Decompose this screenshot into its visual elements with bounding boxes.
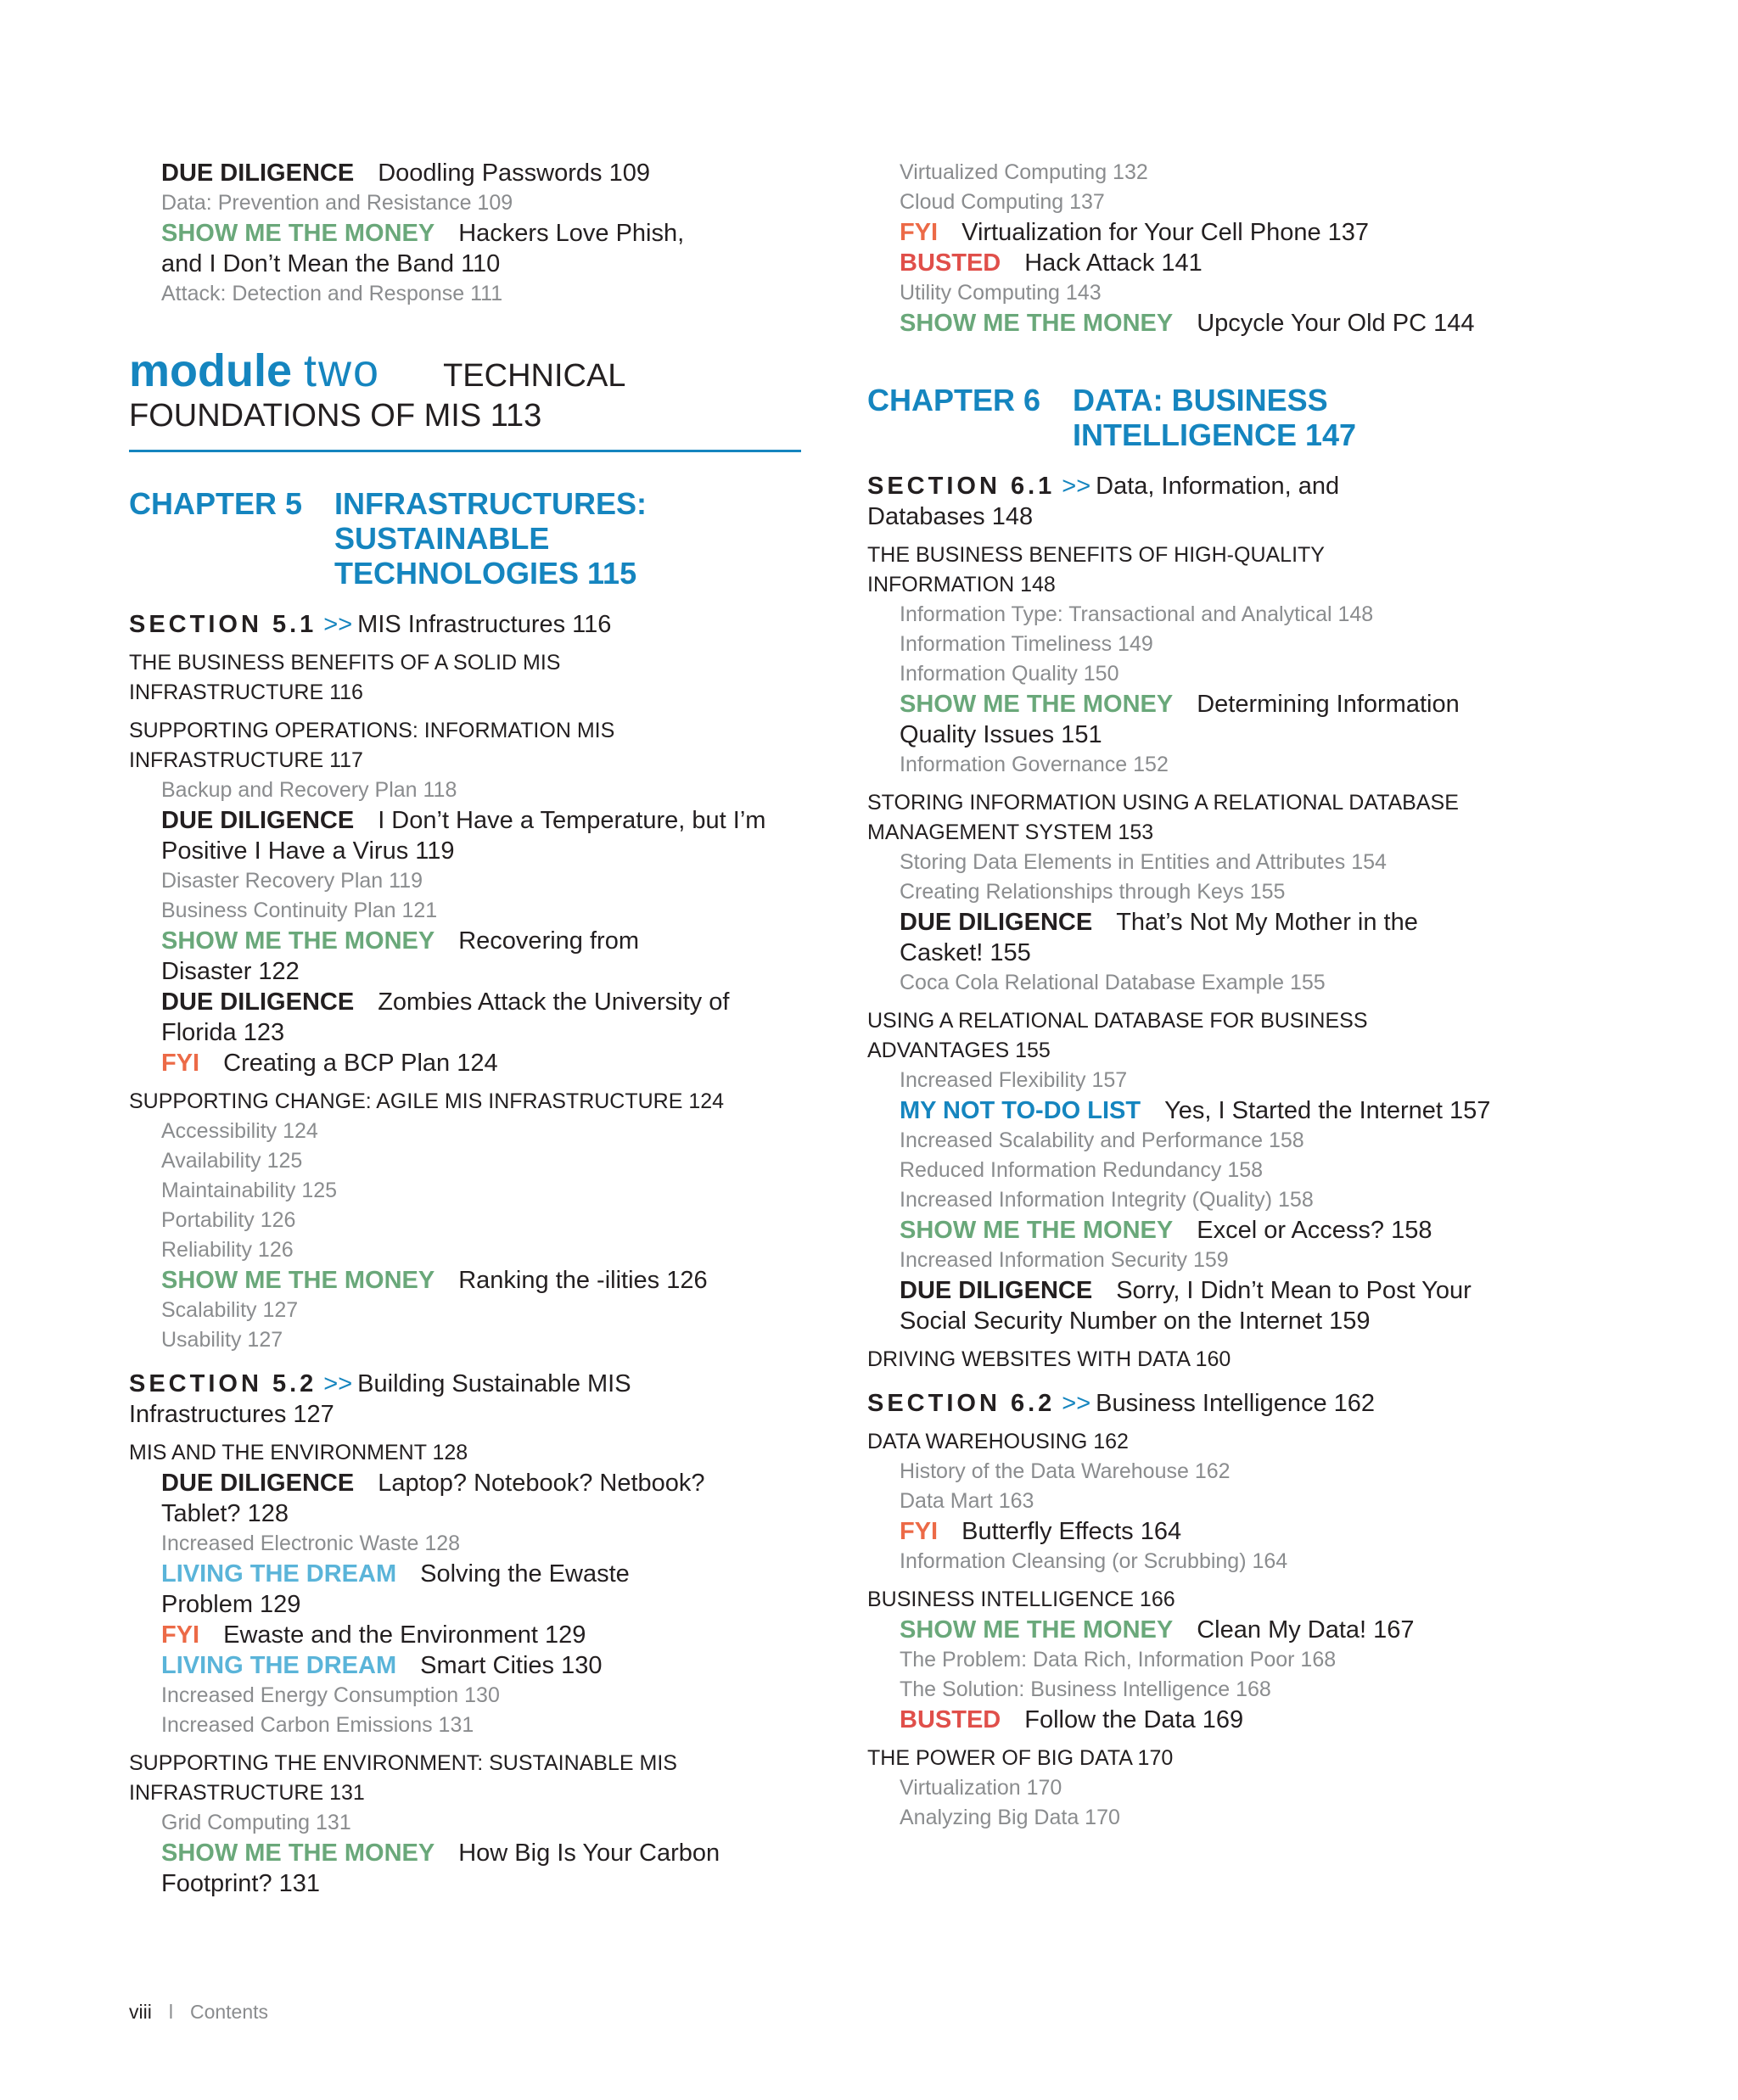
section-title: MIS Infrastructures 116 <box>357 611 612 638</box>
module-title: TECHNICAL <box>443 358 626 394</box>
feature-tag: DUE DILIGENCE <box>161 988 355 1016</box>
page-footer <box>129 2001 268 2024</box>
feature-entry <box>900 308 1563 339</box>
section-heading <box>129 1369 808 1430</box>
feature-entry <box>900 1275 1563 1336</box>
feature-entry <box>900 689 1563 750</box>
topic-line: INFRASTRUCTURE 117 <box>129 748 363 772</box>
feature-entry <box>900 1705 1563 1735</box>
running-footer-label: Contents <box>189 2001 269 2023</box>
feature-tag: BUSTED <box>900 1706 1001 1733</box>
chapter-title <box>334 486 808 591</box>
subtopic-entry: Increased Carbon Emissions 131 <box>161 1713 474 1737</box>
section-title-cont: Databases 148 <box>867 503 1034 530</box>
feature-title: Excel or Access? 158 <box>1197 1217 1432 1244</box>
section-heading <box>129 609 808 640</box>
section-arrow: >> <box>1062 473 1091 500</box>
module-word: module <box>129 345 293 396</box>
feature-title: I Don’t Have a Temperature, but I’m <box>378 807 766 834</box>
feature-entry <box>161 218 808 279</box>
chapter-title <box>1073 383 1563 452</box>
topic-line: THE BUSINESS BENEFITS OF A SOLID MIS <box>129 651 561 675</box>
feature-entry <box>161 1650 808 1681</box>
feature-title: Doodling Passwords 109 <box>378 160 650 187</box>
topic-heading: DRIVING WEBSITES WITH DATA 160 <box>867 1347 1231 1371</box>
feature-title: Follow the Data 169 <box>1024 1706 1244 1733</box>
section-arrow: >> <box>1062 1390 1091 1417</box>
feature-title: Yes, I Started the Internet 157 <box>1164 1097 1491 1124</box>
module-rule <box>129 450 801 452</box>
chapter-label: CHAPTER 6 <box>867 383 1041 417</box>
feature-title-cont: Footprint? 131 <box>161 1870 321 1897</box>
subtopic-entry: Information Quality 150 <box>900 662 1119 686</box>
topic-line: MANAGEMENT SYSTEM 153 <box>867 820 1154 844</box>
topic-heading: SUPPORTING CHANGE: AGILE MIS INFRASTRUCTURE 124 <box>129 1089 725 1113</box>
feature-title: Laptop? Notebook? Netbook? <box>378 1470 705 1497</box>
feature-title-cont: Positive I Have a Virus 119 <box>161 837 455 865</box>
feature-title-cont: Problem 129 <box>161 1591 301 1618</box>
chapter-heading <box>867 383 1563 452</box>
subtopic-entry: Increased Energy Consumption 130 <box>161 1683 500 1707</box>
feature-title: Clean My Data! 167 <box>1197 1616 1415 1644</box>
feature-title: Upcycle Your Old PC 144 <box>1197 310 1475 337</box>
chapter-title-line: TECHNOLOGIES 115 <box>334 556 637 591</box>
subtopic-entry: The Solution: Business Intelligence 168 <box>900 1677 1271 1701</box>
topic-heading <box>129 716 808 776</box>
feature-title: Zombies Attack the University of <box>378 988 730 1016</box>
feature-tag: LIVING THE DREAM <box>161 1652 397 1679</box>
feature-title: Smart Cities 130 <box>420 1652 603 1679</box>
right-column <box>867 158 1563 1833</box>
feature-tag: SHOW ME THE MONEY <box>161 1267 435 1294</box>
feature-tag: FYI <box>161 1621 200 1649</box>
topic-heading <box>867 1006 1563 1066</box>
feature-tag: DUE DILIGENCE <box>900 1277 1093 1304</box>
subtopic-entry: Grid Computing 131 <box>161 1811 351 1834</box>
feature-title: Butterfly Effects 164 <box>962 1518 1182 1545</box>
topic-line: INFRASTRUCTURE 131 <box>129 1781 365 1805</box>
subtopic-entry: Portability 126 <box>161 1208 296 1232</box>
feature-entry <box>161 1048 808 1078</box>
chapter-heading <box>129 486 808 591</box>
feature-title: Recovering from <box>458 927 639 955</box>
feature-title: Ewaste and the Environment 129 <box>223 1621 586 1649</box>
feature-entry <box>900 1615 1563 1645</box>
feature-entry <box>161 805 808 866</box>
section-heading <box>867 471 1563 532</box>
subtopic-entry: Maintainability 125 <box>161 1179 338 1202</box>
feature-tag: SHOW ME THE MONEY <box>900 691 1174 718</box>
subtopic-entry: Information Timeliness 149 <box>900 632 1153 656</box>
feature-title: Creating a BCP Plan 124 <box>223 1050 498 1077</box>
subtopic-entry: Reliability 126 <box>161 1238 294 1262</box>
feature-tag: SHOW ME THE MONEY <box>161 1840 435 1867</box>
feature-tag: SHOW ME THE MONEY <box>161 927 435 955</box>
subtopic-entry: Utility Computing 143 <box>900 281 1102 305</box>
feature-title-cont: Social Security Number on the Internet 159 <box>900 1308 1371 1335</box>
feature-tag: BUSTED <box>900 249 1001 277</box>
section-label: SECTION 5.1 <box>129 611 317 638</box>
subtopic-entry: Cloud Computing 137 <box>900 190 1105 214</box>
feature-title: Ranking the -ilities 126 <box>458 1267 708 1294</box>
module-title-cont: FOUNDATIONS OF MIS 113 <box>129 398 542 434</box>
feature-title-cont: Disaster 122 <box>161 958 300 985</box>
section-title: Building Sustainable MIS <box>357 1370 631 1397</box>
chapter-label: CHAPTER 5 <box>129 486 303 521</box>
subtopic-entry: Increased Information Security 159 <box>900 1248 1229 1272</box>
topic-heading: BUSINESS INTELLIGENCE 166 <box>867 1588 1175 1611</box>
section-label: SECTION 5.2 <box>129 1370 317 1397</box>
feature-entry <box>900 248 1563 278</box>
subtopic-entry: Analyzing Big Data 170 <box>900 1806 1120 1829</box>
feature-entry <box>161 1468 808 1529</box>
section-label: SECTION 6.2 <box>867 1390 1056 1417</box>
subtopic-entry: Creating Relationships through Keys 155 <box>900 880 1286 904</box>
page-number: viii <box>129 2001 152 2023</box>
section-arrow: >> <box>323 611 353 638</box>
feature-entry <box>900 907 1563 968</box>
chapter-title-line: INFRASTRUCTURES: <box>334 486 647 521</box>
topic-heading <box>867 540 1563 600</box>
topic-line: STORING INFORMATION USING A RELATIONAL DATABASE <box>867 791 1459 815</box>
section-title: Data, Information, and <box>1096 473 1340 500</box>
section-label: SECTION 6.1 <box>867 473 1056 500</box>
feature-title: Hack Attack 141 <box>1024 249 1203 277</box>
topic-heading <box>867 788 1563 848</box>
left-column <box>129 158 808 1899</box>
feature-title-cont: Florida 123 <box>161 1019 285 1046</box>
feature-entry <box>900 1516 1563 1547</box>
topic-line: INFORMATION 148 <box>867 573 1056 596</box>
topic-heading <box>129 648 808 708</box>
subtopic-entry: Increased Information Integrity (Quality) 158 <box>900 1188 1314 1212</box>
feature-title: That’s Not My Mother in the <box>1116 909 1418 936</box>
feature-entry <box>161 1838 808 1899</box>
feature-entry <box>161 1620 808 1650</box>
feature-title: Virtualization for Your Cell Phone 137 <box>962 219 1370 246</box>
subtopic-entry: Business Continuity Plan 121 <box>161 899 438 922</box>
feature-title: Sorry, I Didn’t Mean to Post Your <box>1116 1277 1472 1304</box>
feature-entry <box>161 926 808 987</box>
feature-title: Determining Information <box>1197 691 1460 718</box>
topic-line: SUPPORTING OPERATIONS: INFORMATION MIS <box>129 719 615 742</box>
topic-line: INFRASTRUCTURE 116 <box>129 680 363 704</box>
subtopic-entry: Data: Prevention and Resistance 109 <box>161 191 513 215</box>
subtopic-entry: The Problem: Data Rich, Information Poor 168 <box>900 1648 1337 1672</box>
subtopic-entry: Data Mart 163 <box>900 1489 1034 1513</box>
subtopic-entry: Usability 127 <box>161 1328 283 1352</box>
subtopic-entry: History of the Data Warehouse 162 <box>900 1459 1231 1483</box>
feature-entry <box>900 1095 1563 1126</box>
feature-entry <box>161 1559 808 1620</box>
section-title-cont: Infrastructures 127 <box>129 1401 334 1428</box>
topic-heading: MIS AND THE ENVIRONMENT 128 <box>129 1441 468 1464</box>
topic-heading <box>129 1749 808 1808</box>
chapter-title-line: DATA: BUSINESS <box>1073 383 1328 417</box>
subtopic-entry: Scalability 127 <box>161 1298 299 1322</box>
feature-tag: MY NOT TO-DO LIST <box>900 1097 1141 1124</box>
feature-title: How Big Is Your Carbon <box>458 1840 720 1867</box>
topic-heading: THE POWER OF BIG DATA 170 <box>867 1746 1174 1770</box>
feature-entry <box>161 1265 808 1296</box>
subtopic-entry: Increased Flexibility 157 <box>900 1068 1128 1092</box>
subtopic-entry: Information Governance 152 <box>900 753 1169 776</box>
subtopic-entry: Virtualized Computing 132 <box>900 160 1148 184</box>
feature-entry <box>161 987 808 1048</box>
feature-tag: FYI <box>900 219 939 246</box>
feature-entry <box>161 158 808 188</box>
topic-line: THE BUSINESS BENEFITS OF HIGH-QUALITY <box>867 543 1325 567</box>
chapter-title-line: SUSTAINABLE <box>334 521 550 556</box>
section-title: Business Intelligence 162 <box>1096 1390 1376 1417</box>
feature-tag: DUE DILIGENCE <box>161 1470 355 1497</box>
feature-title-cont: Casket! 155 <box>900 939 1031 966</box>
subtopic-entry: Virtualization 170 <box>900 1776 1062 1800</box>
section-arrow: >> <box>323 1370 353 1397</box>
subtopic-entry: Increased Electronic Waste 128 <box>161 1532 461 1555</box>
subtopic-entry: Storing Data Elements in Entities and Attributes 154 <box>900 850 1387 874</box>
subtopic-entry: Coca Cola Relational Database Example 155 <box>900 971 1326 994</box>
feature-tag: DUE DILIGENCE <box>161 160 355 187</box>
module-number: two <box>304 345 381 396</box>
feature-entry <box>900 1215 1563 1246</box>
feature-tag: SHOW ME THE MONEY <box>161 220 435 247</box>
topic-line: ADVANTAGES 155 <box>867 1039 1051 1062</box>
subtopic-entry: Accessibility 124 <box>161 1119 318 1143</box>
feature-tag: SHOW ME THE MONEY <box>900 310 1174 337</box>
feature-title-cont: and I Don’t Mean the Band 110 <box>161 250 501 277</box>
subtopic-entry: Attack: Detection and Response 111 <box>161 282 503 305</box>
feature-entry <box>900 217 1563 248</box>
topic-line: SUPPORTING THE ENVIRONMENT: SUSTAINABLE MIS <box>129 1751 677 1775</box>
feature-tag: DUE DILIGENCE <box>900 909 1093 936</box>
subtopic-entry: Increased Scalability and Performance 158 <box>900 1128 1304 1152</box>
feature-tag: FYI <box>900 1518 939 1545</box>
chapter-title-line: INTELLIGENCE 147 <box>1073 417 1357 452</box>
subtopic-entry: Reduced Information Redundancy 158 <box>900 1158 1264 1182</box>
feature-title-cont: Quality Issues 151 <box>900 721 1102 748</box>
section-heading <box>867 1388 1563 1419</box>
subtopic-entry: Backup and Recovery Plan 118 <box>161 778 457 802</box>
feature-tag: DUE DILIGENCE <box>161 807 355 834</box>
feature-title: Solving the Ewaste <box>420 1560 630 1588</box>
subtopic-entry: Availability 125 <box>161 1149 303 1173</box>
feature-tag: SHOW ME THE MONEY <box>900 1616 1174 1644</box>
feature-title: Hackers Love Phish, <box>458 220 685 247</box>
topic-heading: DATA WAREHOUSING 162 <box>867 1430 1129 1453</box>
subtopic-entry: Information Cleansing (or Scrubbing) 164 <box>900 1549 1288 1573</box>
footer-separator: l <box>168 2001 173 2023</box>
feature-tag: FYI <box>161 1050 200 1077</box>
topic-line: USING A RELATIONAL DATABASE FOR BUSINESS <box>867 1009 1368 1033</box>
subtopic-entry: Information Type: Transactional and Analytical 148 <box>900 602 1374 626</box>
subtopic-entry: Disaster Recovery Plan 119 <box>161 869 423 893</box>
feature-tag: LIVING THE DREAM <box>161 1560 397 1588</box>
feature-tag: SHOW ME THE MONEY <box>900 1217 1174 1244</box>
feature-title-cont: Tablet? 128 <box>161 1500 289 1527</box>
module-heading <box>129 344 808 452</box>
